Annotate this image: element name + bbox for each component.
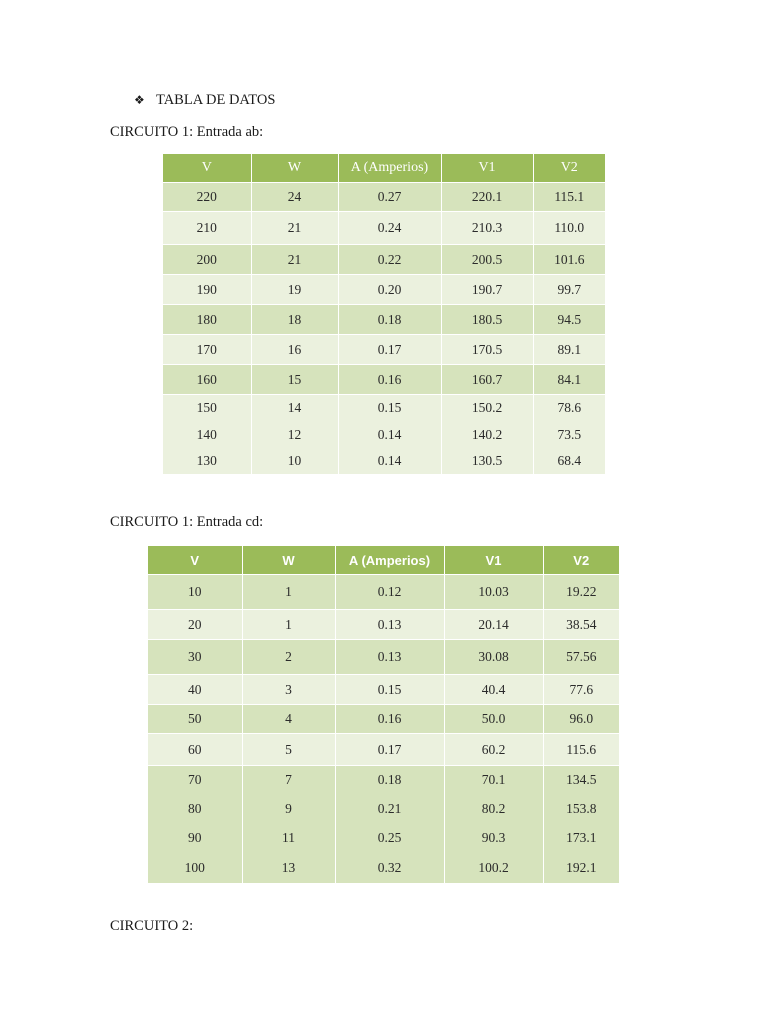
column-header-amperios: A (Amperios)	[335, 546, 444, 575]
table-header-row	[148, 546, 619, 575]
cell-v2: 73.5	[533, 422, 605, 448]
cell-v2: 57.56	[543, 640, 619, 675]
cell-v2: 94.5	[533, 305, 605, 335]
cell-v2: 101.6	[533, 245, 605, 275]
cell-v2: 134.5	[543, 766, 619, 795]
cell-v1: 70.1	[444, 766, 543, 795]
table-circuit1-cd	[148, 546, 619, 883]
cell-amperios: 0.14	[338, 448, 441, 474]
cell-v: 140	[163, 422, 251, 448]
cell-amperios: 0.22	[338, 245, 441, 275]
cell-v1: 50.0	[444, 705, 543, 734]
cell-v1: 220.1	[441, 183, 533, 212]
cell-v: 40	[148, 675, 242, 705]
cell-w: 19	[251, 275, 338, 305]
cell-v: 80	[148, 795, 242, 824]
cell-w: 21	[251, 212, 338, 245]
cell-v2: 110.0	[533, 212, 605, 245]
cell-v2: 77.6	[543, 675, 619, 705]
cell-w: 4	[242, 705, 335, 734]
cell-w: 16	[251, 335, 338, 365]
cell-v1: 140.2	[441, 422, 533, 448]
cell-w: 2	[242, 640, 335, 675]
column-header-v2: V2	[533, 154, 605, 183]
table-row	[163, 305, 605, 335]
circuit1-ab-label: CIRCUITO 1: Entrada ab:	[110, 124, 264, 140]
cell-v1: 130.5	[441, 448, 533, 474]
table-row	[163, 335, 605, 365]
cell-v1: 190.7	[441, 275, 533, 305]
cell-w: 13	[242, 853, 335, 883]
cell-amperios: 0.27	[338, 183, 441, 212]
cell-v2: 38.54	[543, 610, 619, 640]
column-header-v1: V1	[444, 546, 543, 575]
cell-amperios: 0.16	[338, 365, 441, 395]
diamond-bullet-icon: ❖	[134, 93, 145, 107]
cell-w: 21	[251, 245, 338, 275]
circuit1-cd-label: CIRCUITO 1: Entrada cd:	[110, 514, 264, 530]
cell-w: 7	[242, 766, 335, 795]
column-header-v: V	[163, 154, 251, 183]
table-row	[163, 183, 605, 212]
table-row	[148, 640, 619, 675]
table-row	[148, 795, 619, 824]
cell-w: 24	[251, 183, 338, 212]
cell-v: 30	[148, 640, 242, 675]
cell-v: 160	[163, 365, 251, 395]
cell-v2: 68.4	[533, 448, 605, 474]
cell-v1: 170.5	[441, 335, 533, 365]
cell-v1: 60.2	[444, 734, 543, 766]
cell-amperios: 0.13	[335, 640, 444, 675]
cell-v: 200	[163, 245, 251, 275]
cell-amperios: 0.18	[338, 305, 441, 335]
cell-amperios: 0.17	[338, 335, 441, 365]
table-row	[148, 575, 619, 610]
table-row	[148, 853, 619, 883]
cell-v2: 99.7	[533, 275, 605, 305]
cell-v1: 160.7	[441, 365, 533, 395]
cell-w: 14	[251, 395, 338, 422]
table-row	[148, 610, 619, 640]
table-row	[163, 212, 605, 245]
cell-v2: 173.1	[543, 824, 619, 853]
cell-amperios: 0.14	[338, 422, 441, 448]
cell-w: 5	[242, 734, 335, 766]
cell-v2: 96.0	[543, 705, 619, 734]
table-circuit1-ab	[163, 154, 605, 474]
table-row	[163, 275, 605, 305]
cell-amperios: 0.15	[335, 675, 444, 705]
table-row	[163, 395, 605, 422]
cell-v1: 200.5	[441, 245, 533, 275]
cell-v2: 84.1	[533, 365, 605, 395]
cell-w: 11	[242, 824, 335, 853]
cell-v1: 210.3	[441, 212, 533, 245]
cell-v: 60	[148, 734, 242, 766]
table-row	[163, 365, 605, 395]
cell-w: 12	[251, 422, 338, 448]
cell-w: 9	[242, 795, 335, 824]
table-row	[148, 734, 619, 766]
table-row	[163, 245, 605, 275]
column-header-v: V	[148, 546, 242, 575]
cell-v2: 115.1	[533, 183, 605, 212]
cell-v1: 100.2	[444, 853, 543, 883]
table-row	[148, 675, 619, 705]
section-title: TABLA DE DATOS	[156, 92, 276, 108]
circuit2-label: CIRCUITO 2:	[110, 918, 194, 934]
cell-v: 10	[148, 575, 242, 610]
cell-w: 18	[251, 305, 338, 335]
cell-amperios: 0.12	[335, 575, 444, 610]
cell-v: 100	[148, 853, 242, 883]
column-header-w: W	[242, 546, 335, 575]
column-header-v1: V1	[441, 154, 533, 183]
table-row	[163, 448, 605, 474]
cell-amperios: 0.13	[335, 610, 444, 640]
cell-v1: 10.03	[444, 575, 543, 610]
cell-v: 150	[163, 395, 251, 422]
cell-w: 10	[251, 448, 338, 474]
cell-amperios: 0.15	[338, 395, 441, 422]
cell-w: 1	[242, 610, 335, 640]
cell-w: 15	[251, 365, 338, 395]
cell-amperios: 0.32	[335, 853, 444, 883]
cell-v: 170	[163, 335, 251, 365]
section-heading	[134, 92, 275, 109]
cell-v: 180	[163, 305, 251, 335]
cell-v2: 19.22	[543, 575, 619, 610]
cell-amperios: 0.20	[338, 275, 441, 305]
cell-v: 20	[148, 610, 242, 640]
column-header-w: W	[251, 154, 338, 183]
cell-v: 130	[163, 448, 251, 474]
cell-v1: 90.3	[444, 824, 543, 853]
cell-v: 90	[148, 824, 242, 853]
cell-w: 3	[242, 675, 335, 705]
cell-v1: 80.2	[444, 795, 543, 824]
cell-v: 70	[148, 766, 242, 795]
cell-amperios: 0.24	[338, 212, 441, 245]
cell-v: 190	[163, 275, 251, 305]
cell-v: 50	[148, 705, 242, 734]
column-header-v2: V2	[543, 546, 619, 575]
table-row	[163, 422, 605, 448]
cell-amperios: 0.17	[335, 734, 444, 766]
cell-v1: 20.14	[444, 610, 543, 640]
cell-v2: 78.6	[533, 395, 605, 422]
column-header-amperios: A (Amperios)	[338, 154, 441, 183]
cell-v: 220	[163, 183, 251, 212]
cell-v2: 115.6	[543, 734, 619, 766]
cell-v1: 30.08	[444, 640, 543, 675]
table-header-row	[163, 154, 605, 183]
cell-v: 210	[163, 212, 251, 245]
cell-v2: 89.1	[533, 335, 605, 365]
table-row	[148, 824, 619, 853]
cell-amperios: 0.16	[335, 705, 444, 734]
table-row	[148, 766, 619, 795]
cell-v2: 192.1	[543, 853, 619, 883]
cell-amperios: 0.18	[335, 766, 444, 795]
table-row	[148, 705, 619, 734]
cell-v1: 180.5	[441, 305, 533, 335]
cell-v2: 153.8	[543, 795, 619, 824]
cell-amperios: 0.25	[335, 824, 444, 853]
cell-amperios: 0.21	[335, 795, 444, 824]
cell-w: 1	[242, 575, 335, 610]
cell-v1: 150.2	[441, 395, 533, 422]
cell-v1: 40.4	[444, 675, 543, 705]
